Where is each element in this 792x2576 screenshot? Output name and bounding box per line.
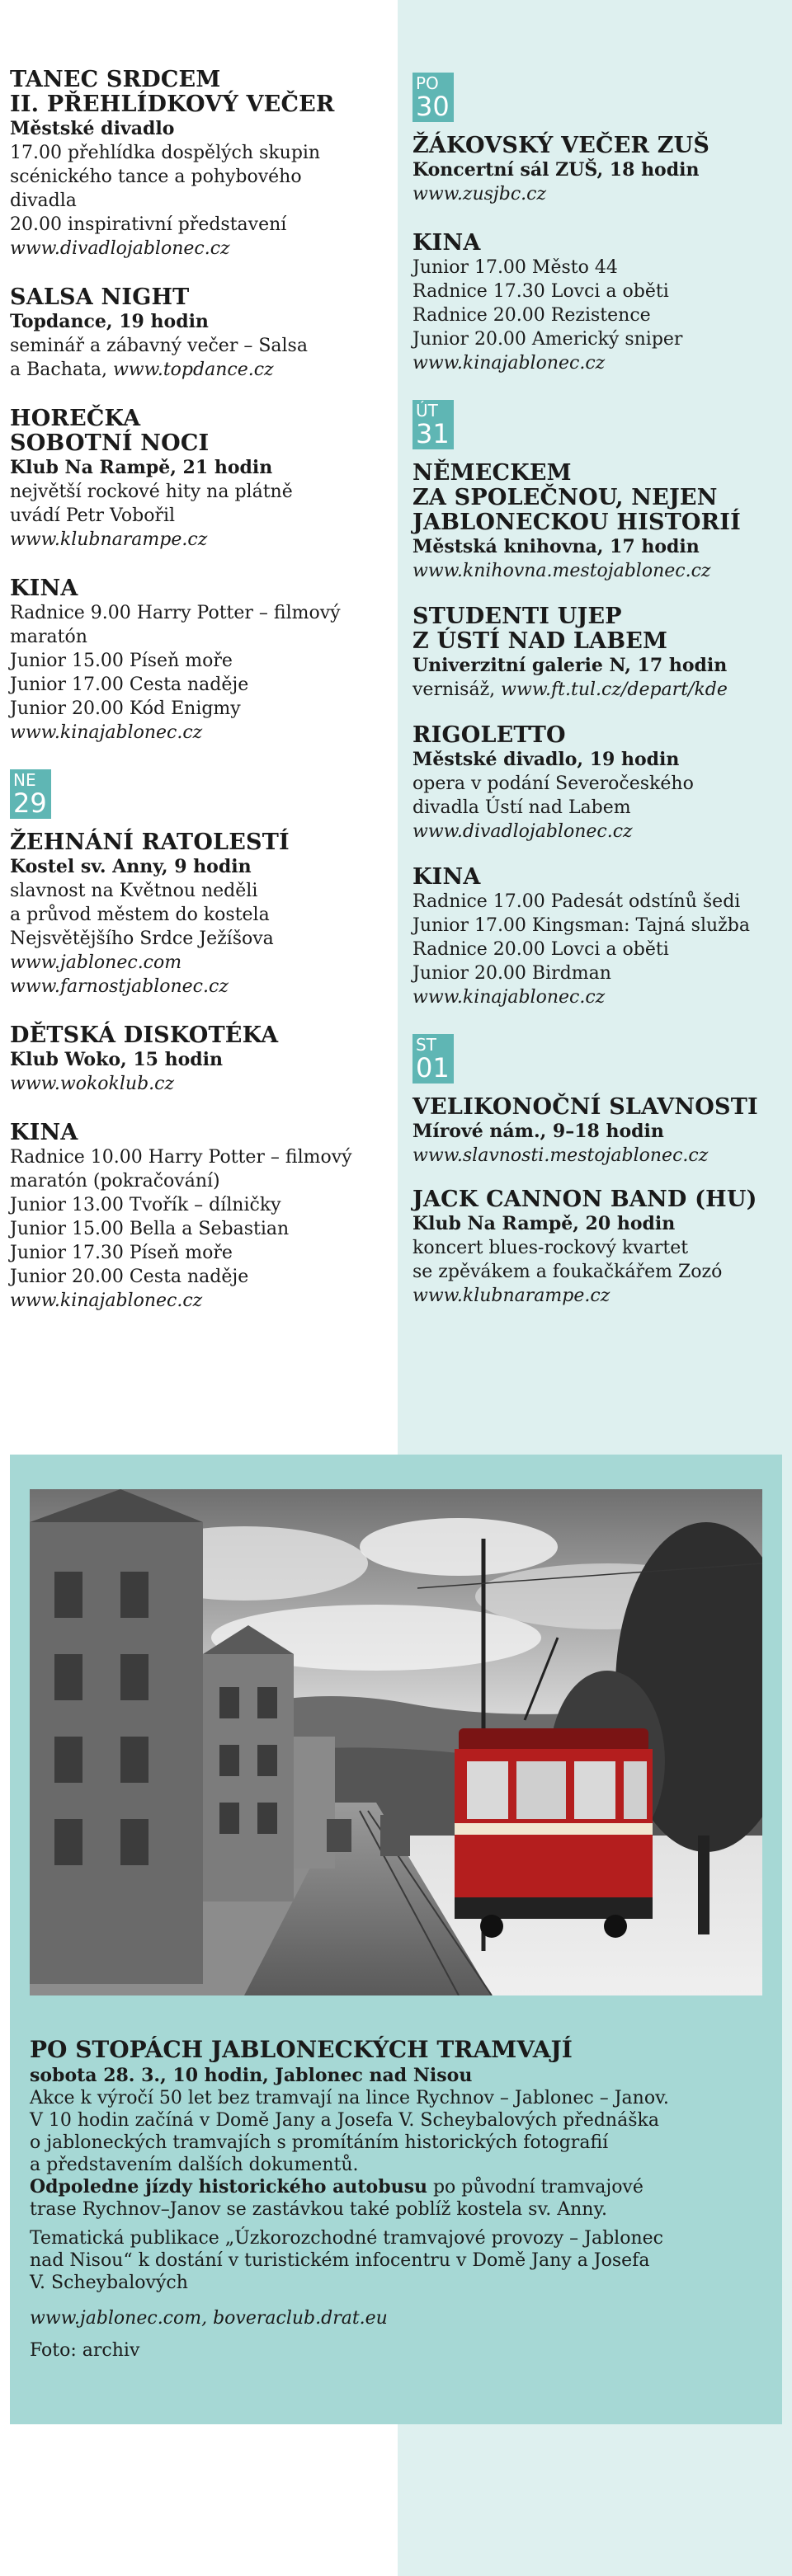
event-venue: Klub Na Rampě, 20 hodin <box>412 1213 676 1234</box>
feature-line: Tematická publikace „Úzkorozchodné tramvajové provozy – Jablonec <box>30 2228 663 2249</box>
event-detska-diskoteka <box>10 1023 389 1096</box>
date-badge-day: ÚT <box>416 401 438 421</box>
event-line: maratón (pokračování) <box>10 1171 220 1192</box>
event-line: 17.00 přehlídka dospělých skupin <box>10 143 321 163</box>
feature-line: V 10 hodin začíná v Domě Jany a Josefa V. Scheybalových přednáška <box>30 2110 659 2131</box>
event-line: 20.00 inspirativní představení <box>10 214 287 235</box>
event-link[interactable]: www.kinajablonec.cz <box>412 987 606 1008</box>
event-venue: Topdance, 19 hodin <box>10 311 209 332</box>
feature-text <box>30 2037 772 2362</box>
event-line: Junior 20.00 Birdman <box>412 963 611 984</box>
event-venue: Městské divadlo <box>10 118 175 139</box>
feature-line: Akce k výročí 50 let bez tramvají na lince Rychnov – Jablonec – Janov. <box>30 2088 669 2108</box>
event-line: maratón <box>10 627 87 647</box>
event-title: II. PŘEHLÍDKOVÝ VEČER <box>10 92 335 117</box>
date-badge-number: 29 <box>13 787 47 819</box>
feature-title: PO STOPÁCH JABLONECKÝCH TRAMVAJÍ <box>30 2036 573 2063</box>
event-line: Junior 17.30 Píseň moře <box>10 1243 233 1263</box>
date-badge-ne <box>10 769 51 819</box>
event-line: Junior 17.00 Město 44 <box>412 257 618 278</box>
photo-credit: Foto: archiv <box>30 2340 140 2361</box>
event-line: Radnice 17.00 Padesát odstínů šedi <box>412 891 741 912</box>
event-title: DĚTSKÁ DISKOTÉKA <box>10 1022 279 1048</box>
event-venue: Mírové nám., 9–18 hodin <box>412 1121 664 1142</box>
event-venue: Kostel sv. Anny, 9 hodin <box>10 856 252 877</box>
event-line <box>10 358 389 382</box>
event-title: SOBOTNÍ NOCI <box>10 430 210 456</box>
event-line: scénického tance a pohybového <box>10 167 302 187</box>
event-title: KINA <box>412 864 481 890</box>
event-nemeckem <box>412 461 792 583</box>
event-line: Junior 20.00 Americký sniper <box>412 329 683 350</box>
event-line: Radnice 20.00 Lovci a oběti <box>412 939 669 960</box>
event-line: koncert blues-rockový kvartet <box>412 1238 689 1258</box>
event-line: uvádí Petr Vobořil <box>10 505 176 526</box>
feature-box <box>10 1455 782 2424</box>
event-line: Junior 17.00 Cesta naděje <box>10 675 249 695</box>
event-venue: Klub Na Rampě, 21 hodin <box>10 457 273 478</box>
event-venue: Klub Woko, 15 hodin <box>10 1049 224 1070</box>
event-jack-cannon <box>412 1187 792 1308</box>
event-title: SALSA NIGHT <box>10 284 190 310</box>
event-venue: Univerzitní galerie N, 17 hodin <box>412 655 728 676</box>
event-line: Radnice 10.00 Harry Potter – filmový <box>10 1147 352 1168</box>
event-link[interactable]: www.divadlojablonec.cz <box>10 238 230 259</box>
event-line: Radnice 17.30 Lovci a oběti <box>412 281 669 302</box>
event-title: ŽÁKOVSKÝ VEČER ZUŠ <box>412 133 710 158</box>
event-line: opera v podání Severočeského <box>412 773 694 794</box>
event-link[interactable]: www.wokoklub.cz <box>10 1074 175 1094</box>
feature-line: o jabloneckých tramvajích s promítáním historických fotografií <box>30 2132 609 2153</box>
event-link[interactable]: www.jablonec.com <box>10 952 182 973</box>
event-kina-tue <box>412 865 792 1009</box>
feature-bold-lead: Odpoledne jízdy historického autobusu <box>30 2176 427 2198</box>
event-title: HOREČKA <box>10 406 141 431</box>
event-line: Nejsvětějšího Srdce Ježíšova <box>10 928 274 949</box>
date-badge-day: NE <box>13 770 36 790</box>
event-line: slavnost na Květnou neděli <box>10 881 258 901</box>
event-link[interactable]: www.divadlojablonec.cz <box>412 821 633 842</box>
date-badge-st <box>412 1034 454 1084</box>
feature-line-rest: po původní tramvajové <box>427 2177 644 2198</box>
event-kina-sun <box>10 1121 389 1313</box>
event-title: KINA <box>10 1120 78 1145</box>
event-line: Junior 20.00 Kód Enigmy <box>10 698 241 719</box>
event-title: Z ÚSTÍ NAD LABEM <box>412 628 668 654</box>
event-line-text: vernisáž, <box>412 679 502 700</box>
date-badge-day: PO <box>416 73 439 93</box>
event-title: ZA SPOLEČNOU, NEJEN <box>412 485 718 510</box>
event-venue: Městská knihovna, 17 hodin <box>412 536 700 557</box>
feature-line: V. Scheybalových <box>30 2273 188 2293</box>
date-badge-day: ST <box>416 1035 436 1055</box>
event-title: TANEC SRDCEM <box>10 67 221 92</box>
event-link[interactable]: www.zusjbc.cz <box>412 184 547 204</box>
feature-links[interactable]: www.jablonec.com, boveraclub.drat.eu <box>30 2308 388 2329</box>
event-title: RIGOLETTO <box>412 722 566 748</box>
feature-line: nad Nisou“ k dostání v turistickém infocentru v Domě Jany a Josefa <box>30 2250 650 2271</box>
event-velikonocni-slavnosti <box>412 1095 792 1168</box>
event-title: NĚMECKEM <box>412 460 572 486</box>
event-link[interactable]: www.klubnarampe.cz <box>412 1286 610 1306</box>
event-title: JACK CANNON BAND (HU) <box>412 1187 757 1212</box>
event-line: a průvod městem do kostela <box>10 905 270 925</box>
event-line: Junior 15.00 Bella a Sebastian <box>10 1219 290 1239</box>
event-tanec-srdcem <box>10 68 389 261</box>
event-line: Junior 13.00 Tvořík – dílničky <box>10 1195 281 1215</box>
event-title: STUDENTI UJEP <box>412 604 622 629</box>
event-kina-mon <box>412 231 792 375</box>
event-link[interactable]: www.kinajablonec.cz <box>412 353 606 374</box>
feature-subtitle: sobota 28. 3., 10 hodin, Jablonec nad Nisou <box>30 2065 473 2086</box>
event-link[interactable]: www.klubnarampe.cz <box>10 529 208 550</box>
date-badge-number: 30 <box>416 91 450 122</box>
event-title: VELIKONOČNÍ SLAVNOSTI <box>412 1094 758 1120</box>
date-badge-ut <box>412 400 454 449</box>
event-line <box>412 678 792 702</box>
date-badge-po <box>412 73 454 122</box>
event-rigoletto <box>412 723 792 844</box>
event-venue: Městské divadlo, 19 hodin <box>412 749 680 770</box>
right-column <box>412 73 792 1333</box>
feature-line <box>30 2176 772 2198</box>
event-kina-sat <box>10 576 389 745</box>
event-link[interactable]: www.farnostjablonec.cz <box>10 976 229 997</box>
event-line: Junior 17.00 Kingsman: Tajná služba <box>412 915 750 936</box>
event-link[interactable]: www.kinajablonec.cz <box>10 722 203 743</box>
date-badge-number: 31 <box>416 418 450 449</box>
event-line-text: a Bachata, <box>10 360 113 380</box>
feature-line: trase Rychnov–Janov se zastávkou také poblíž kostela sv. Anny. <box>30 2199 607 2220</box>
event-line: divadla <box>10 190 77 211</box>
event-link[interactable]: www.topdance.cz <box>112 360 274 380</box>
event-link[interactable]: www.kinajablonec.cz <box>10 1290 203 1311</box>
event-line: seminář a zábavný večer – Salsa <box>10 336 308 356</box>
event-horecka <box>10 407 389 552</box>
tram-photo <box>30 1489 762 1995</box>
event-line: Radnice 20.00 Rezistence <box>412 305 651 326</box>
event-link[interactable]: www.knihovna.mestojablonec.cz <box>412 561 711 581</box>
event-title: JABLONECKOU HISTORIÍ <box>412 510 741 535</box>
event-salsa-night <box>10 285 389 382</box>
left-column <box>10 68 389 1337</box>
event-line: divadla Ústí nad Labem <box>412 797 631 818</box>
event-venue: Koncertní sál ZUŠ, 18 hodin <box>412 159 700 181</box>
event-zehnani <box>10 830 389 999</box>
date-badge-number: 01 <box>416 1052 450 1084</box>
event-line: Junior 20.00 Cesta naděje <box>10 1267 249 1287</box>
event-line: se zpěvákem a foukačkářem Zozó <box>412 1262 723 1282</box>
event-title: KINA <box>10 576 78 601</box>
event-title: ŽEHNÁNÍ RATOLESTÍ <box>10 830 290 855</box>
event-line: Junior 15.00 Píseň moře <box>10 651 233 671</box>
event-link[interactable]: www.ft.tul.cz/depart/kde <box>501 679 728 700</box>
event-line: největší rockové hity na plátně <box>10 482 293 502</box>
event-studenti-ujep <box>412 604 792 702</box>
event-link[interactable]: www.slavnosti.mestojablonec.cz <box>412 1145 709 1166</box>
event-title: KINA <box>412 230 481 256</box>
event-zakovsky-vecer <box>412 134 792 206</box>
feature-line: a představením dalších dokumentů. <box>30 2155 359 2175</box>
event-line: Radnice 9.00 Harry Potter – filmový <box>10 603 341 623</box>
